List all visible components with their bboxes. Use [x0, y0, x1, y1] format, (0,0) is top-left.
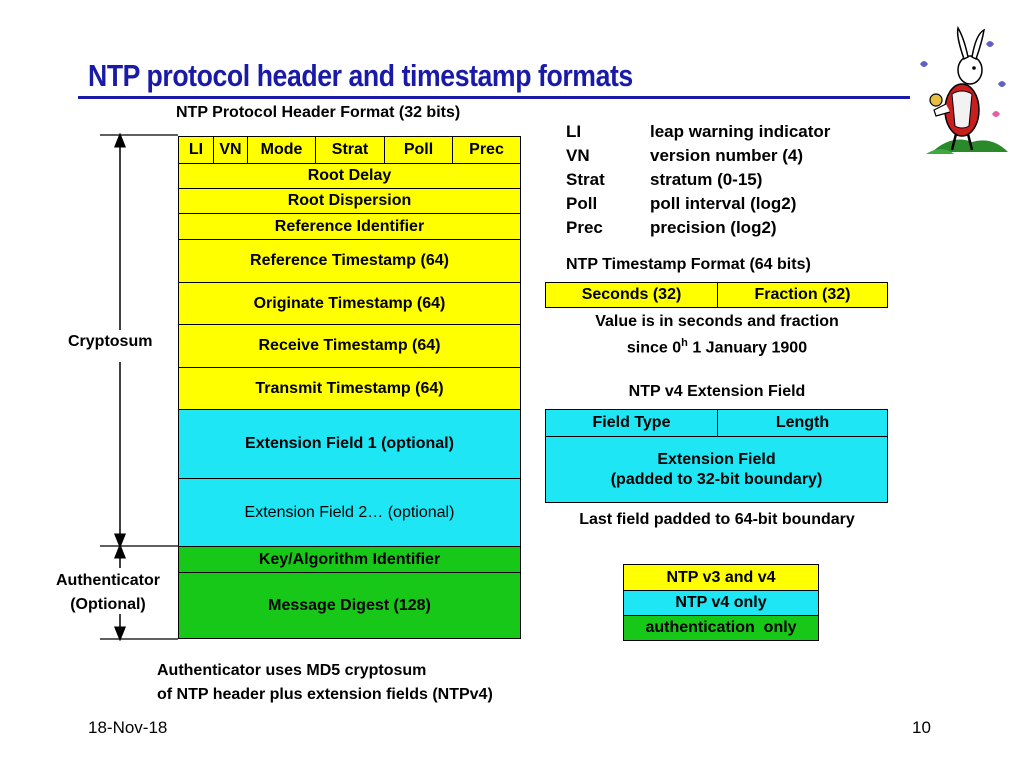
- legend-ntp-v4-only: NTP v4 only: [623, 590, 819, 616]
- timestamp-note-line-1: Value is in seconds and fraction: [595, 313, 839, 330]
- timestamp-seconds: Seconds (32): [545, 282, 718, 308]
- abbr-strat: Strat: [566, 170, 605, 189]
- cryptosum-label: Cryptosum: [68, 333, 153, 350]
- slide-page-number: 10: [912, 718, 931, 737]
- extension-field-note: Last field padded to 64-bit boundary: [579, 511, 855, 528]
- abbr-li-meaning: leap warning indicator: [650, 122, 831, 141]
- header-format-title: NTP Protocol Header Format (32 bits): [176, 104, 461, 121]
- abbr-prec: Prec: [566, 218, 603, 237]
- extension-field-type: Field Type: [545, 409, 718, 437]
- legend-ntp-v3-v4: NTP v3 and v4: [623, 564, 819, 591]
- row-root-dispersion: Root Dispersion: [178, 188, 521, 214]
- abbr-vn: VN: [566, 146, 590, 165]
- abbr-vn-meaning: version number (4): [650, 146, 804, 165]
- timestamp-fraction: Fraction (32): [717, 282, 888, 308]
- row-message-digest: Message Digest (128): [178, 572, 521, 639]
- row-reference-timestamp: Reference Timestamp (64): [178, 239, 521, 283]
- authenticator-optional-label: (Optional): [70, 596, 146, 613]
- abbr-poll-meaning: poll interval (log2): [650, 194, 797, 213]
- slide-title: NTP protocol header and timestamp formats: [88, 58, 633, 93]
- field-prec: Prec: [452, 136, 521, 164]
- timestamp-format-title: NTP Timestamp Format (64 bits): [566, 256, 811, 273]
- slide-date: 18-Nov-18: [88, 718, 168, 737]
- extension-field-length: Length: [717, 409, 888, 437]
- row-root-delay: Root Delay: [178, 163, 521, 189]
- row-transmit-timestamp: Transmit Timestamp (64): [178, 367, 521, 410]
- extension-field-body-line-1: Extension Field: [657, 450, 776, 468]
- authenticator-note-line-2: of NTP header plus extension fields (NTPv4): [157, 686, 493, 703]
- legend-authentication-only: authentication only: [623, 615, 819, 641]
- row-originate-timestamp: Originate Timestamp (64): [178, 282, 521, 325]
- extension-field-title: NTP v4 Extension Field: [628, 383, 806, 400]
- field-vn: VN: [213, 136, 248, 164]
- row-reference-identifier: Reference Identifier: [178, 213, 521, 240]
- extension-field-body: [545, 436, 888, 503]
- row-extension-field-1: Extension Field 1 (optional): [178, 409, 521, 479]
- field-mode: Mode: [247, 136, 316, 164]
- abbr-poll: Poll: [566, 194, 598, 213]
- abbr-prec-meaning: precision (log2): [650, 218, 777, 237]
- row-key-algorithm-identifier: Key/Algorithm Identifier: [178, 546, 521, 573]
- extension-field-body-line-2: (padded to 32-bit boundary): [610, 470, 823, 488]
- authenticator-note-line-1: Authenticator uses MD5 cryptosum: [157, 662, 427, 679]
- timestamp-note-line-2: since 0$^h$ 1 January 1900: [626, 337, 808, 357]
- field-li: LI: [178, 136, 214, 164]
- row-receive-timestamp: Receive Timestamp (64): [178, 324, 521, 368]
- field-poll: Poll: [384, 136, 453, 164]
- field-strat: Strat: [315, 136, 385, 164]
- row-extension-field-2: Extension Field 2… (optional): [178, 478, 521, 547]
- authenticator-label: Authenticator: [56, 572, 160, 589]
- abbr-li: LI: [566, 122, 582, 141]
- abbr-strat-meaning: stratum (0-15): [650, 170, 763, 189]
